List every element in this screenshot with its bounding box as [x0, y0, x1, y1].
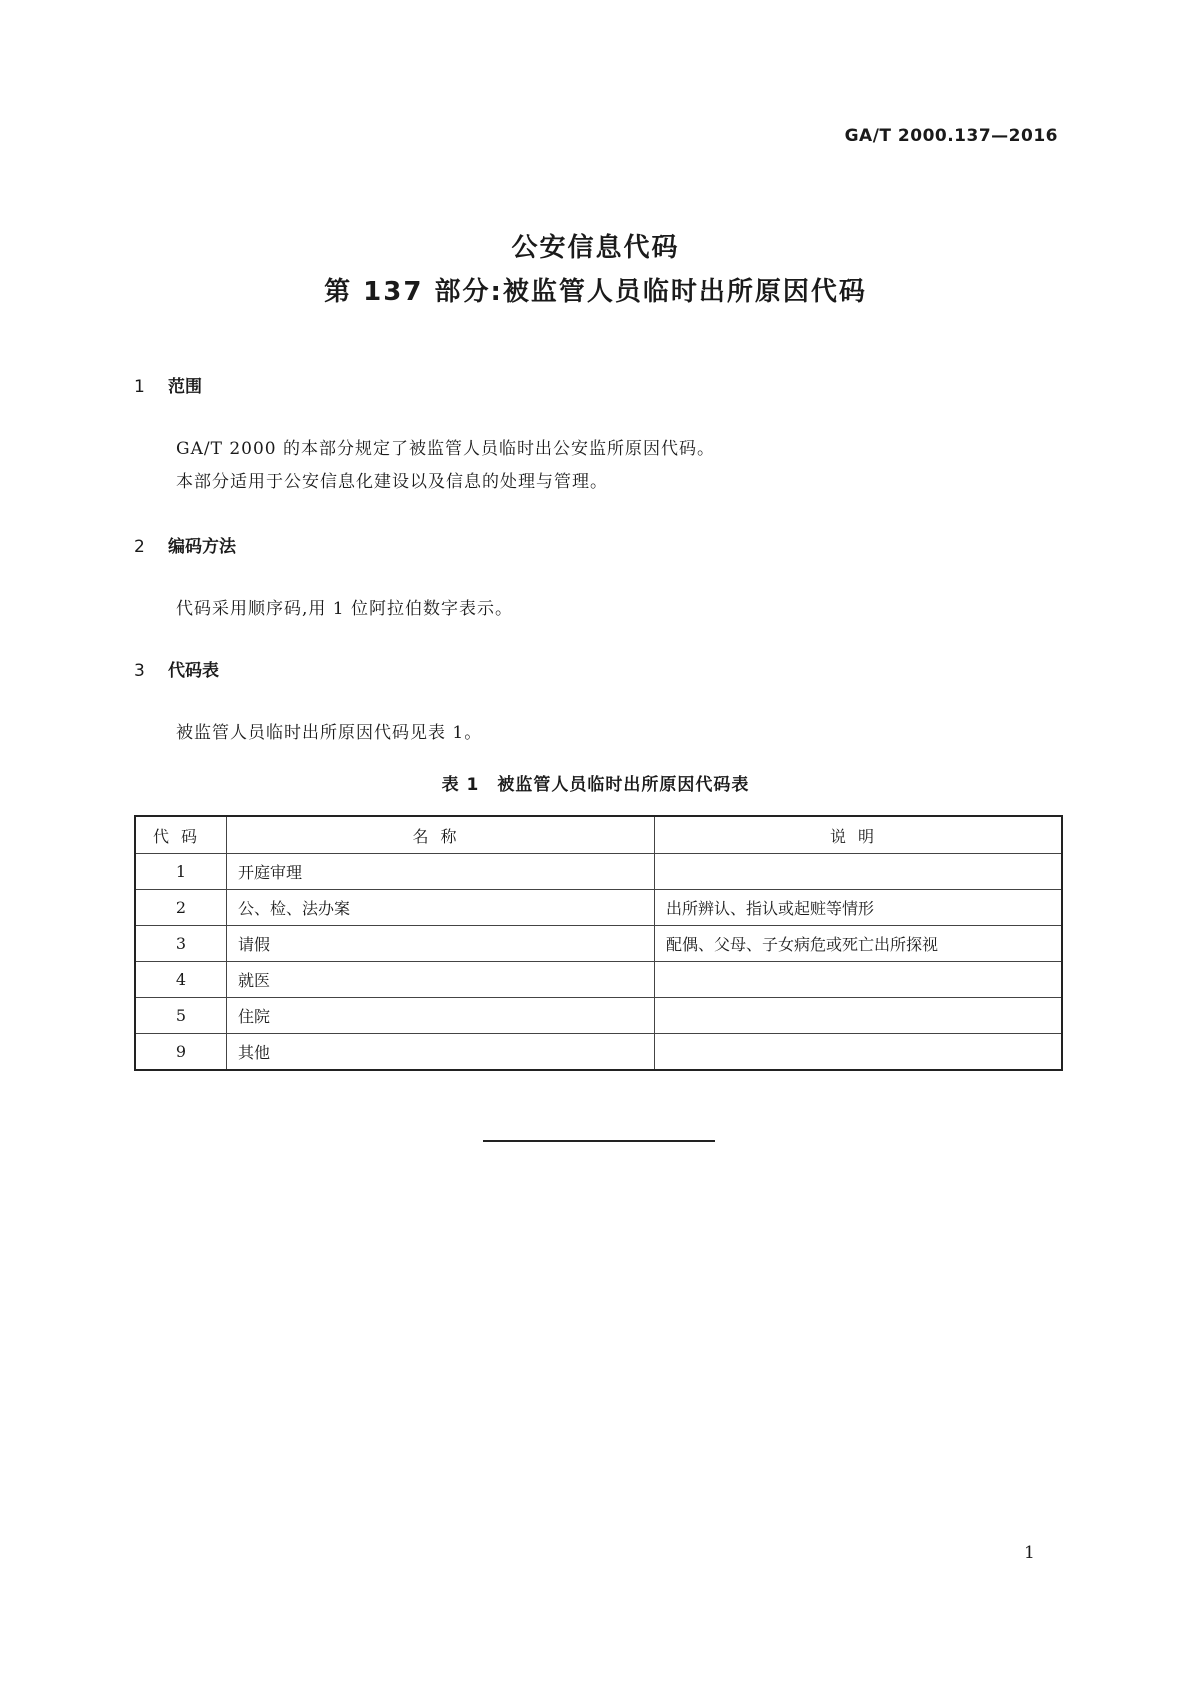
code-table-paragraph: 被监管人员临时出所原因代码见表 1。 — [176, 723, 483, 743]
table-row — [135, 962, 1062, 998]
section-heading-coding-method — [134, 532, 236, 557]
header-code: 代码 — [135, 816, 227, 854]
cell-name: 住院 — [227, 998, 655, 1034]
scope-paragraph: GA/T 2000 的本部分规定了被监管人员临时出公安监所原因代码。 — [176, 439, 715, 459]
section-title: 编码方法 — [168, 537, 236, 557]
cell-desc — [655, 854, 1063, 890]
cell-name: 就医 — [227, 962, 655, 998]
scope-paragraph: 本部分适用于公安信息化建设以及信息的处理与管理。 — [176, 472, 608, 492]
section-number: 3 — [134, 661, 145, 681]
cell-desc — [655, 1034, 1063, 1071]
coding-method-paragraph: 代码采用顺序码,用 1 位阿拉伯数字表示。 — [176, 599, 514, 619]
cell-code: 1 — [135, 854, 227, 890]
cell-name: 请假 — [227, 926, 655, 962]
cell-name: 开庭审理 — [227, 854, 655, 890]
section-number: 2 — [134, 537, 145, 557]
header-desc: 说明 — [655, 816, 1063, 854]
cell-code: 5 — [135, 998, 227, 1034]
table-row — [135, 854, 1062, 890]
cell-name: 公、检、法办案 — [227, 890, 655, 926]
cell-code: 2 — [135, 890, 227, 926]
cell-code: 4 — [135, 962, 227, 998]
table-row — [135, 926, 1062, 962]
cell-desc — [655, 998, 1063, 1034]
cell-code: 3 — [135, 926, 227, 962]
section-title: 范围 — [168, 377, 202, 397]
standard-number: GA/T 2000.137—2016 — [844, 126, 1058, 146]
section-title: 代码表 — [168, 661, 219, 681]
header-name: 名称 — [227, 816, 655, 854]
page-number: 1 — [1024, 1543, 1035, 1563]
document-subtitle: 第 137 部分:被监管人员临时出所原因代码 — [324, 277, 867, 307]
code-table — [134, 815, 1063, 1071]
end-rule — [483, 1140, 715, 1142]
table-row — [135, 890, 1062, 926]
cell-name: 其他 — [227, 1034, 655, 1071]
table-row — [135, 1034, 1062, 1071]
table-header-row — [135, 816, 1062, 854]
document-title: 公安信息代码 — [511, 233, 680, 263]
table-row — [135, 998, 1062, 1034]
cell-desc — [655, 962, 1063, 998]
table-caption: 表 1 被监管人员临时出所原因代码表 — [441, 775, 750, 795]
section-number: 1 — [134, 377, 145, 397]
section-heading-code-table — [134, 656, 219, 681]
cell-desc: 配偶、父母、子女病危或死亡出所探视 — [655, 926, 1063, 962]
cell-code: 9 — [135, 1034, 227, 1071]
section-heading-scope — [134, 372, 202, 397]
cell-desc: 出所辨认、指认或起赃等情形 — [655, 890, 1063, 926]
